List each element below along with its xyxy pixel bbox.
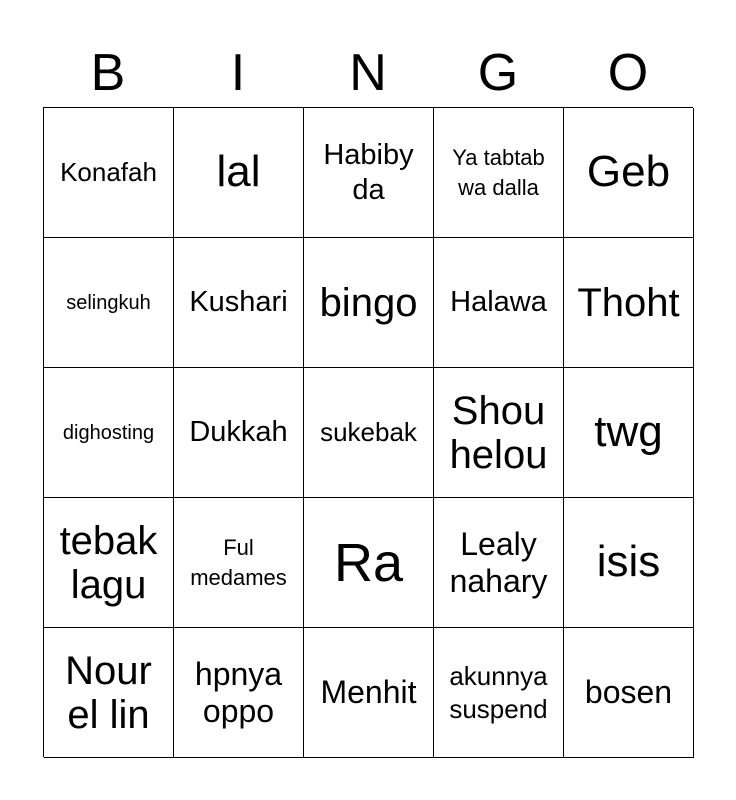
bingo-cell[interactable]: bosen: [564, 628, 694, 758]
bingo-cell[interactable]: Ra: [304, 498, 434, 628]
bingo-cell[interactable]: isis: [564, 498, 694, 628]
bingo-cell[interactable]: Habiby da: [304, 108, 434, 238]
bingo-cell[interactable]: Lealy nahary: [434, 498, 564, 628]
bingo-cell[interactable]: Dukkah: [174, 368, 304, 498]
bingo-cell[interactable]: hpnya oppo: [174, 628, 304, 758]
bingo-cell[interactable]: Kushari: [174, 238, 304, 368]
header-letter-g: G: [477, 44, 519, 102]
header-letter-i: I: [230, 44, 246, 102]
bingo-cell[interactable]: Menhit: [304, 628, 434, 758]
bingo-cell[interactable]: Geb: [564, 108, 694, 238]
bingo-cell[interactable]: Halawa: [434, 238, 564, 368]
header-letter-o: O: [607, 44, 649, 102]
bingo-cell[interactable]: Nour el lin: [44, 628, 174, 758]
bingo-cell[interactable]: Ful medames: [174, 498, 304, 628]
bingo-header: [43, 40, 693, 106]
bingo-cell[interactable]: twg: [564, 368, 694, 498]
header-letter-b: B: [90, 44, 126, 102]
bingo-cell[interactable]: Thoht: [564, 238, 694, 368]
header-letter-n: N: [349, 44, 387, 102]
bingo-card: [43, 107, 693, 757]
bingo-cell[interactable]: sukebak: [304, 368, 434, 498]
bingo-cell[interactable]: Shou helou: [434, 368, 564, 498]
bingo-cell[interactable]: akunnya suspend: [434, 628, 564, 758]
bingo-cell[interactable]: Konafah: [44, 108, 174, 238]
bingo-cell[interactable]: selingkuh: [44, 238, 174, 368]
bingo-cell[interactable]: lal: [174, 108, 304, 238]
bingo-cell[interactable]: tebak lagu: [44, 498, 174, 628]
bingo-cell[interactable]: bingo: [304, 238, 434, 368]
bingo-cell[interactable]: Ya tabtab wa dalla: [434, 108, 564, 238]
bingo-cell[interactable]: dighosting: [44, 368, 174, 498]
